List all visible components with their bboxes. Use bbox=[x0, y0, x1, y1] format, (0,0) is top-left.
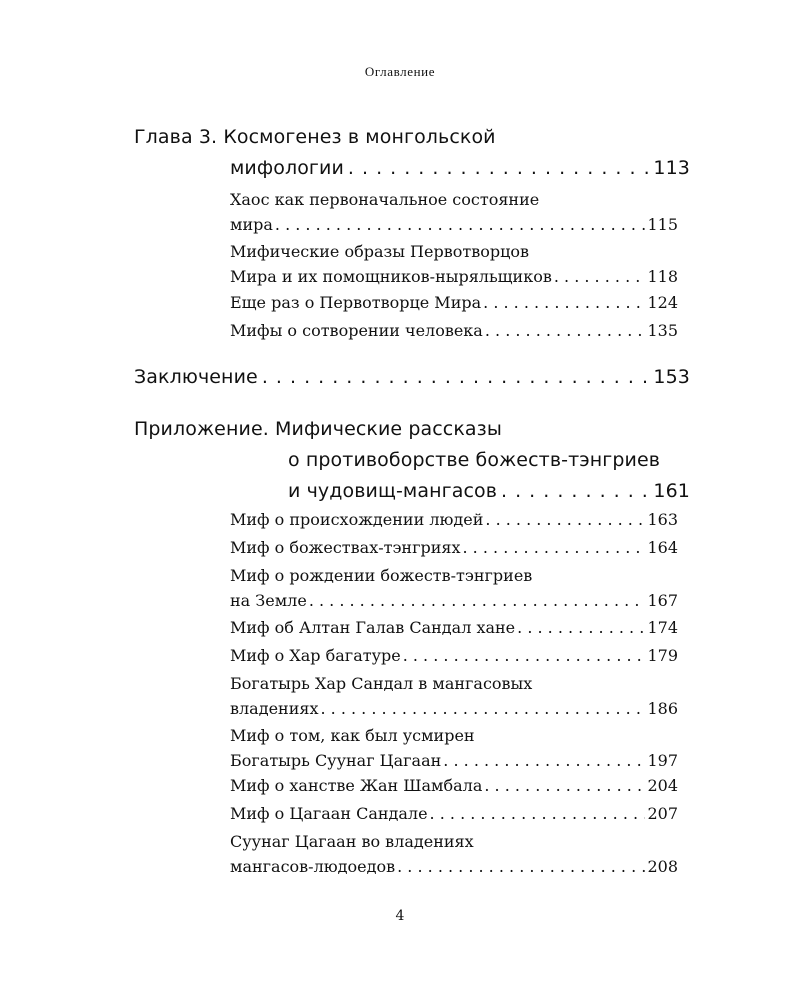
dot-leader bbox=[554, 267, 646, 286]
dot-leader bbox=[262, 366, 650, 388]
dot-leader bbox=[430, 804, 646, 823]
toc-item bbox=[230, 293, 678, 318]
toc-item-title: Богатырь Хар Сандал в мангасовых bbox=[230, 674, 533, 693]
toc-conclusion bbox=[134, 366, 690, 397]
toc-item-title-cont: Мира и их помощников-ныряльщиков bbox=[230, 267, 552, 286]
toc-page-number: 174 bbox=[647, 618, 678, 637]
toc-appendix bbox=[134, 418, 690, 511]
toc-page-number: 161 bbox=[653, 480, 690, 502]
dot-leader bbox=[443, 751, 645, 770]
toc-item bbox=[230, 804, 678, 829]
toc-item-title: Миф о Хар багатуре bbox=[230, 646, 401, 665]
toc-item-title: Миф о Цагаан Сандале bbox=[230, 804, 428, 823]
toc-page-number: 197 bbox=[647, 751, 678, 770]
dot-leader bbox=[275, 215, 646, 234]
toc-page-number: 167 bbox=[647, 591, 678, 610]
toc-item bbox=[230, 242, 678, 292]
toc-item-title-cont: мангасов-людоедов bbox=[230, 857, 396, 876]
dot-leader bbox=[320, 699, 645, 718]
dot-leader bbox=[483, 293, 645, 312]
toc-item bbox=[230, 646, 678, 671]
toc-item-title: Еще раз о Первотворце Мира bbox=[230, 293, 482, 312]
toc-page-number: 163 bbox=[647, 510, 678, 529]
toc-item bbox=[230, 510, 678, 535]
toc-item bbox=[230, 618, 678, 643]
dot-leader bbox=[348, 157, 650, 179]
toc-item bbox=[230, 726, 678, 776]
toc-item-title: Миф об Алтан Галав Сандал хане bbox=[230, 618, 516, 637]
toc-item-title-cont: на Земле bbox=[230, 591, 307, 610]
toc-item bbox=[230, 566, 678, 616]
toc-item-title: Миф о рождении божеств-тэнгриев bbox=[230, 566, 533, 585]
dot-leader bbox=[501, 480, 649, 502]
toc-item-title: Мифы о сотворении человека bbox=[230, 321, 483, 340]
toc-chapter-title-cont: и чудовищ-мангасов bbox=[288, 480, 498, 502]
dot-leader bbox=[397, 857, 645, 876]
toc-page-number: 208 bbox=[647, 857, 678, 876]
page-number: 4 bbox=[395, 908, 405, 924]
toc-page-number: 207 bbox=[647, 804, 678, 823]
toc-page-number: 118 bbox=[647, 267, 678, 286]
toc-item-title-cont: владениях bbox=[230, 699, 319, 718]
running-head: Оглавление bbox=[364, 64, 436, 79]
dot-leader bbox=[484, 776, 645, 795]
toc-page-number: 124 bbox=[647, 293, 678, 312]
toc-item-title: Миф о ханстве Жан Шамбала bbox=[230, 776, 483, 795]
toc-page-number: 115 bbox=[647, 215, 678, 234]
toc-item bbox=[230, 321, 678, 346]
toc-item-title: Хаос как первоначальное состояние bbox=[230, 190, 540, 209]
toc-chapter-3 bbox=[134, 126, 690, 188]
toc-chapter-title: Заключение bbox=[134, 366, 258, 388]
toc-item-title-cont: мира bbox=[230, 215, 273, 234]
toc-page-number: 204 bbox=[647, 776, 678, 795]
toc-item-title: Миф о том, как был усмирен bbox=[230, 726, 475, 745]
dot-leader bbox=[517, 618, 645, 637]
toc-chapter-title-cont: о противоборстве божеств-тэнгриев bbox=[288, 449, 661, 471]
toc-item-title: Суунаг Цагаан во владениях bbox=[230, 832, 474, 851]
dot-leader bbox=[309, 591, 646, 610]
toc-item-title: Мифические образы Первотворцов bbox=[230, 242, 530, 261]
toc-page-number: 164 bbox=[647, 538, 678, 557]
toc-page-number: 153 bbox=[653, 366, 690, 388]
dot-leader bbox=[463, 538, 646, 557]
toc-page-number: 179 bbox=[647, 646, 678, 665]
toc-page-number: 113 bbox=[653, 157, 690, 179]
toc-item bbox=[230, 674, 678, 724]
toc-item bbox=[230, 190, 678, 240]
toc-page-number: 135 bbox=[647, 321, 678, 340]
toc-item bbox=[230, 538, 678, 563]
toc-page-number: 186 bbox=[647, 699, 678, 718]
toc-item-title-cont: Богатырь Суунаг Цагаан bbox=[230, 751, 442, 770]
dot-leader bbox=[485, 321, 646, 340]
toc-item-title: Миф о божествах-тэнгриях bbox=[230, 538, 461, 557]
toc-chapter-title: Приложение. Мифические рассказы bbox=[134, 418, 502, 440]
dot-leader bbox=[485, 510, 645, 529]
toc-chapter-title: Глава 3. Космогенез в монгольской bbox=[134, 126, 496, 148]
toc-item bbox=[230, 832, 678, 882]
toc-item-title: Миф о происхождении людей bbox=[230, 510, 484, 529]
dot-leader bbox=[403, 646, 646, 665]
toc-chapter-title-cont: мифологии bbox=[230, 157, 344, 179]
toc-item bbox=[230, 776, 678, 801]
